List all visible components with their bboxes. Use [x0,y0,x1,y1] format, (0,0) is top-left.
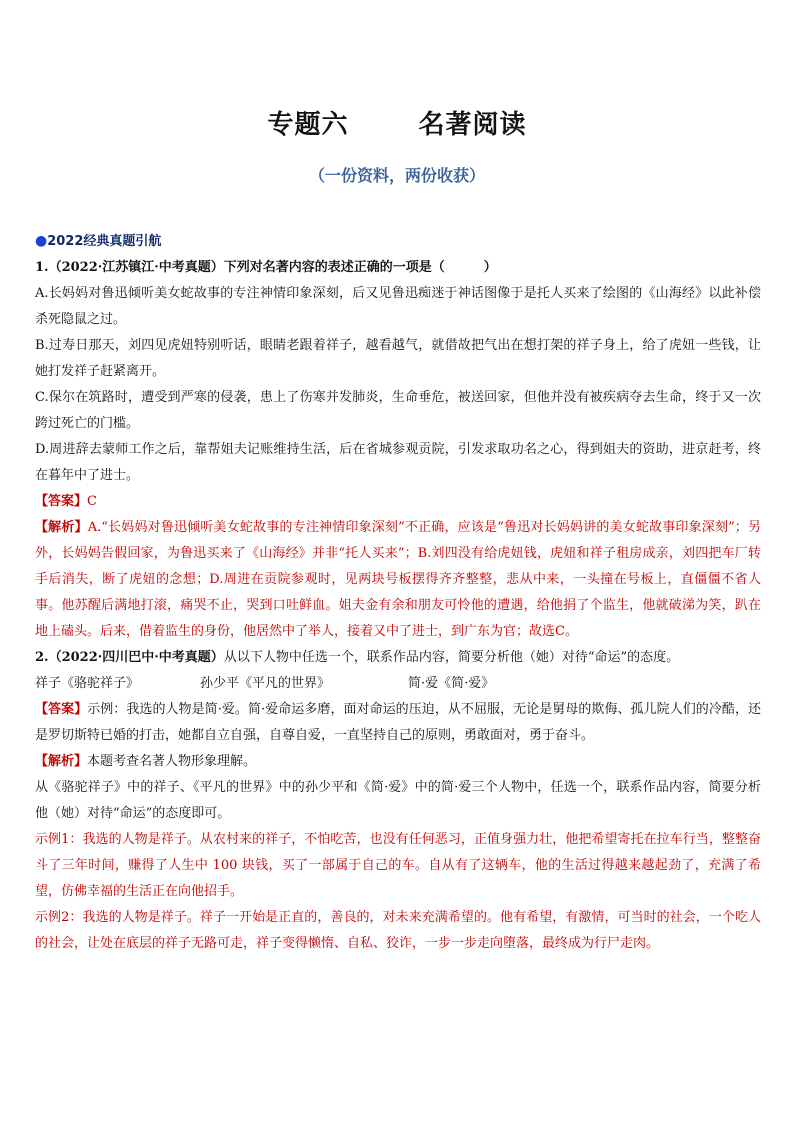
choice-1: 祥子《骆驼祥子》 [35,676,140,691]
question-2-stem [35,645,761,671]
question-1-answer [35,489,761,515]
analysis-intro: 本题考查名著人物形象理解。 [87,754,257,769]
question-1-analysis [35,515,761,645]
answer-text: 示例：我选的人物是简·爱。简·爱命运多磨，面对命运的压迫，从不屈服，无论是舅母的欺侮、孤儿院人们的冷酷，还是罗切斯特已婚的打击，她都自立自强，自尊自爱，一直坚持自己的原则，勇敢面对，勇于奋斗。 [35,702,761,743]
choice-2: 孙少平《平凡的世界》 [200,676,331,691]
answer-label: 【答案】 [35,494,88,509]
answer-value: C [87,494,97,509]
page-subtitle: （一份资料，两份收获） [308,166,485,185]
analysis-text: A.“长妈妈对鲁迅倾听美女蛇故事的专注神情印象深刻”不正确，应该是“鲁迅对长妈妈讲的美女蛇故事印象深刻”；另外，长妈妈告假回家，为鲁迅买来了《山海经》并非“托人买来”；B.刘四没有给虎妞钱，虎妞和祥子租房成亲，刘四把车厂转手后消失，断了虎妞的念想；D.周进在贡院参观时，见两块号板摆得齐齐整整，悲从中来，一头撞在号板上，直僵僵不省人事。他苏醒后满地打滚，痛哭不止，哭到口吐鲜血。姐夫金有余和朋友可怜他的遭遇，给他捐了个监生，他就破涕为笑，趴在地上磕头。后来，借着监生的身份，他居然中了举人，接着又中了进士，到广东为官；故选C。 [35,520,761,639]
title-part-2: 名著阅读 [418,110,527,140]
document-body [35,228,761,957]
question-2-source: 2.（2022·四川巴中·中考真题） [35,650,224,665]
page-title [0,104,794,141]
question-2-prompt: 从以下人物中任选一个，联系作品内容，简要分析他（她）对待“命运”的态度。 [223,650,680,665]
question-1-option-c: C.保尔在筑路时，遭受到严寒的侵袭，患上了伤寒并发肺炎，生命垂危，被送回家，但他并没有被疾病夺去生命，终于又一次跨过死亡的门槛。 [35,390,761,431]
section-heading [35,228,761,255]
question-2-choices [35,671,761,697]
bullet-icon: ● [35,233,48,249]
question-2-answer [35,697,761,749]
section-title: 2022经典真题引航 [47,234,162,249]
choice-3: 简·爱《简·爱》 [408,676,495,691]
question-1-stem: 1.（2022·江苏镇江·中考真题）下列对名著内容的表述正确的一项是（ ） [35,260,497,275]
title-part-1: 专题六 [267,110,349,140]
question-1-option-d: D.周进辞去蒙师工作之后，靠帮姐夫记账维持生活，后在省城参观贡院，引发求取功名之心，得到姐夫的资助，进京赶考，终在暮年中了进士。 [35,442,761,483]
question-2-example-1: 示例1：我选的人物是祥子。从农村来的祥子，不怕吃苦，也没有任何恶习，正值身强力壮，他把希望寄托在拉车行当，整整奋斗了三年时间，赚得了人生中 100 块钱，买了一部属于自己的车。自从有了这辆车，他的生活过得越来越起劲了，充满了希望，仿佛幸福的生活正在向他招手。 [35,832,761,899]
question-2-example-2: 示例2：我选的人物是祥子。祥子一开始是正直的，善良的，对未来充满希望的。他有希望，有激情，可当时的社会，一个吃人的社会，让处在底层的祥子无路可走，祥子变得懒惰、自私、狡诈，一步一步走向堕落，最终成为行尸走肉。 [35,910,761,951]
question-1-option-b: B.过寿日那天，刘四见虎妞特别听话，眼睛老跟着祥子，越看越气，就借故把气出在想打架的祥子身上，给了虎妞一些钱，让她打发祥子赶紧离开。 [35,338,761,379]
question-1-option-a: A.长妈妈对鲁迅倾听美女蛇故事的专注神情印象深刻，后又见鲁迅痴迷于神话图像于是托人买来了绘图的《山海经》以此补偿杀死隐鼠之过。 [35,286,761,327]
question-2-analysis [35,749,761,775]
answer-label: 【答案】 [35,702,88,717]
analysis-label: 【解析】 [35,520,88,535]
question-2-analysis-body: 从《骆驼祥子》中的祥子、《平凡的世界》中的孙少平和《简·爱》中的简·爱三个人物中，任选一个，联系作品内容，简要分析他（她）对待“命运”的态度即可。 [35,780,761,821]
analysis-label: 【解析】 [35,754,88,769]
